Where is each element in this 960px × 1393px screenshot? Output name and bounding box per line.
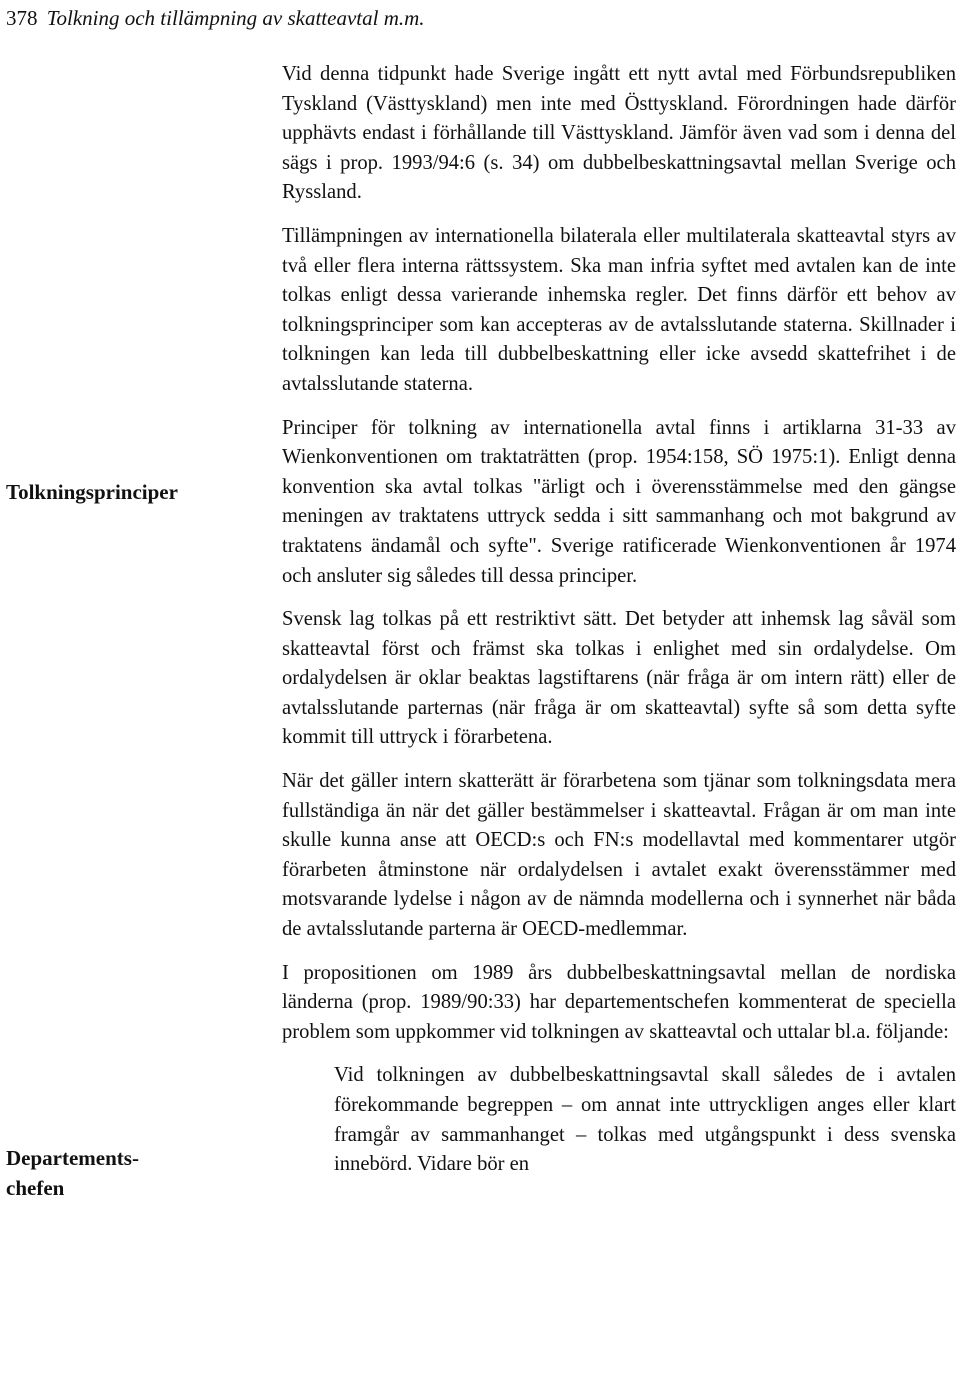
paragraph: Svensk lag tolkas på ett restriktivt sätt. Det betyder att inhemsk lag såväl som skatteavtal först och främst ska tolkas i enlighet med sin ordalydelse. Om ordalydelsen är oklar beaktas lagstiftarens (när fråga är om intern rätt) eller de avtalsslutande parternas (när fråga är om skatteavtal) syfte så som detta syfte kommit till uttryck i förarbetena. xyxy=(282,608,956,749)
running-header xyxy=(6,6,425,31)
margin-heading-tolkningsprinciper xyxy=(6,478,246,508)
paragraph: Principer för tolkning av internationella avtal finns i artiklarna 31-33 av Wienkonventionen om traktaträtten (prop. 1954:158, SÖ 1975:1). Enligt denna konvention ska avtal tolkas "ärligt och i överensstämmelse med den gängse meningen av traktatens uttryck sedda i sitt sammanhang och mot bakgrund av traktatens ändamål och syfte". Sverige ratificerade Wienkonventionen år 1974 och ansluter sig således till dessa principer. xyxy=(282,416,956,587)
paragraph: Tillämpningen av internationella bilaterala eller multilaterala skatteavtal styrs av två eller flera interna rättssystem. Ska man infria syftet med avtalen kan de inte tolkas enligt dessa varierande inhemska regler. Det finns därför ett behov av tolkningsprinciper som kan accepteras av de avtalsslutande staterna. Skillnader i tolkningen kan leda till dubbelbeskattning eller icke avsedd skattefrihet i de avtalsslutande staterna. xyxy=(282,224,956,395)
page-number: 378 xyxy=(6,6,38,30)
block-quote: Vid tolkningen av dubbelbeskattningsavtal skall således de i avtalen förekommande begreppen – om annat inte uttryckligen anges eller klart framgår av sammanhanget – tolkas med utgångspunkt i dess svenska innebörd. Vidare bör en xyxy=(334,1064,956,1176)
margin-heading-line: Departements- xyxy=(6,1146,139,1170)
body-column xyxy=(282,60,956,1194)
margin-heading-line: chefen xyxy=(6,1175,65,1200)
paragraph: I propositionen om 1989 års dubbelbeskattningsavtal mellan de nordiska länderna (prop. 1989/90:33) har departementschefen kommenterat de speciella problem som uppkommer vid tolkningen av skatteavtal och uttalar bl.a. följande: xyxy=(282,961,956,1043)
margin-heading-text: Tolkningsprinciper xyxy=(6,480,178,504)
margin-heading-departementschefen xyxy=(6,1144,246,1203)
running-title: Tolkning och tillämpning av skatteavtal m.m. xyxy=(46,6,425,30)
paragraph: Vid denna tidpunkt hade Sverige ingått ett nytt avtal med Förbundsrepubliken Tyskland (Västtyskland) men inte med Östtyskland. Förordningen hade därför upphävts endast i förhållande till Västtyskland. Jämför även vad som i denna del sägs i prop. 1993/94:6 (s. 34) om dubbelbeskattningsavtal mellan Sverige och Ryssland. xyxy=(282,63,956,204)
paragraph: När det gäller intern skatterätt är förarbetena som tjänar som tolkningsdata mera fullständiga än när det gäller bestämmelser i skatteavtal. Frågan är om man inte skulle kunna anse att OECD:s och FN:s modellavtal med kommentarer utgör förarbeten åtminstone när ordalydelsen i avtalet exakt överensstämmer med motsvarande lydelse i någon av de nämnda modellerna och i synnerhet när båda de avtalsslutande parterna är OECD-medlemmar. xyxy=(282,770,956,941)
